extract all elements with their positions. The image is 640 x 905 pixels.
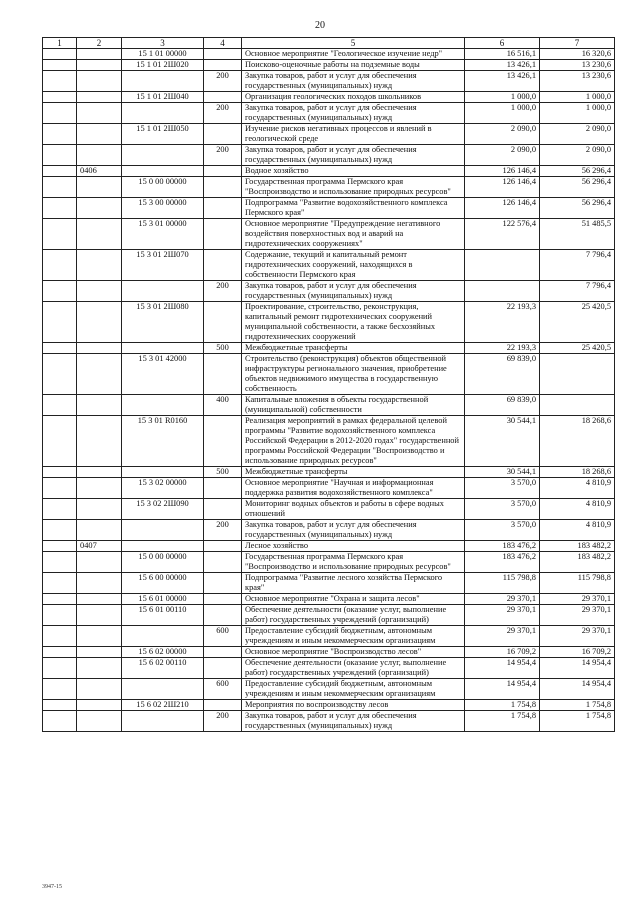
cell-section-code — [77, 302, 122, 343]
table-row — [43, 281, 615, 302]
cell-section-code — [77, 395, 122, 416]
document-code: 3947-15 — [42, 884, 62, 890]
cell-expense-type: 500 — [204, 343, 242, 354]
cell-description: Изучение рисков негативных процессов и явлений в геологической среде — [242, 124, 465, 145]
cell-amount-2: 4 810,9 — [540, 499, 615, 520]
cell-section-code — [77, 520, 122, 541]
cell-target-code: 15 1 01 2Ш050 — [122, 124, 204, 145]
cell-col1 — [43, 700, 77, 711]
cell-section-code — [77, 49, 122, 60]
cell-description: Мониторинг водных объектов и работы в сфере водных отношений — [242, 499, 465, 520]
cell-col1 — [43, 177, 77, 198]
cell-col1 — [43, 679, 77, 700]
cell-col1 — [43, 605, 77, 626]
table-row — [43, 166, 615, 177]
column-header-row — [43, 38, 615, 49]
cell-expense-type — [204, 541, 242, 552]
table-row — [43, 467, 615, 478]
column-header-1: 1 — [43, 38, 77, 49]
cell-expense-type: 200 — [204, 145, 242, 166]
cell-section-code — [77, 198, 122, 219]
table-row — [43, 49, 615, 60]
cell-description: Основное мероприятие "Предупреждение негативного воздействия поверхностных вод и аварий на гидротехнических сооружениях" — [242, 219, 465, 250]
cell-amount-2: 14 954,4 — [540, 658, 615, 679]
table-row — [43, 343, 615, 354]
cell-target-code: 15 6 01 00000 — [122, 594, 204, 605]
cell-col1 — [43, 467, 77, 478]
cell-target-code: 15 6 00 00000 — [122, 573, 204, 594]
cell-amount-1: 115 798,8 — [465, 573, 540, 594]
cell-amount-2: 25 420,5 — [540, 343, 615, 354]
cell-col1 — [43, 658, 77, 679]
cell-description: Основное мероприятие "Охрана и защита лесов" — [242, 594, 465, 605]
cell-amount-1: 29 370,1 — [465, 594, 540, 605]
cell-col1 — [43, 395, 77, 416]
table-body — [43, 49, 615, 732]
cell-expense-type — [204, 594, 242, 605]
cell-expense-type: 200 — [204, 71, 242, 92]
cell-target-code: 15 1 01 2Ш020 — [122, 60, 204, 71]
cell-expense-type — [204, 250, 242, 281]
cell-amount-2 — [540, 354, 615, 395]
cell-col1 — [43, 92, 77, 103]
column-header-6: 6 — [465, 38, 540, 49]
cell-description: Обеспечение деятельности (оказание услуг, выполнение работ) государственных учреждений (организаций) — [242, 658, 465, 679]
cell-section-code — [77, 124, 122, 145]
cell-amount-1: 3 570,0 — [465, 499, 540, 520]
cell-col1 — [43, 594, 77, 605]
cell-amount-1: 1 000,0 — [465, 92, 540, 103]
cell-col1 — [43, 626, 77, 647]
cell-section-code — [77, 177, 122, 198]
cell-expense-type — [204, 647, 242, 658]
cell-amount-1: 2 090,0 — [465, 145, 540, 166]
cell-amount-1: 2 090,0 — [465, 124, 540, 145]
cell-amount-2: 16 709,2 — [540, 647, 615, 658]
cell-target-code: 15 0 00 00000 — [122, 552, 204, 573]
column-header-3: 3 — [122, 38, 204, 49]
cell-amount-1: 16 709,2 — [465, 647, 540, 658]
cell-expense-type — [204, 49, 242, 60]
table-row — [43, 71, 615, 92]
cell-amount-1: 14 954,4 — [465, 679, 540, 700]
cell-description: Строительство (реконструкция) объектов общественной инфраструктуры регионального значения, приобретение объектов недвижимого имущества в государственную собственность — [242, 354, 465, 395]
table-row — [43, 552, 615, 573]
cell-col1 — [43, 145, 77, 166]
cell-description: Водное хозяйство — [242, 166, 465, 177]
cell-amount-1: 22 193,3 — [465, 302, 540, 343]
cell-col1 — [43, 103, 77, 124]
table-row — [43, 647, 615, 658]
table-row — [43, 219, 615, 250]
cell-amount-2: 7 796,4 — [540, 281, 615, 302]
cell-description: Мероприятия по воспроизводству лесов — [242, 700, 465, 711]
cell-amount-2: 56 296,4 — [540, 177, 615, 198]
cell-section-code — [77, 145, 122, 166]
cell-amount-1: 3 570,0 — [465, 478, 540, 499]
cell-section-code — [77, 594, 122, 605]
cell-target-code: 15 3 01 00000 — [122, 219, 204, 250]
cell-expense-type — [204, 700, 242, 711]
cell-expense-type — [204, 605, 242, 626]
cell-description: Межбюджетные трансферты — [242, 343, 465, 354]
cell-amount-2: 29 370,1 — [540, 594, 615, 605]
cell-description: Межбюджетные трансферты — [242, 467, 465, 478]
cell-target-code — [122, 679, 204, 700]
cell-expense-type — [204, 166, 242, 177]
cell-target-code: 15 0 00 00000 — [122, 177, 204, 198]
cell-col1 — [43, 302, 77, 343]
cell-target-code: 15 1 01 00000 — [122, 49, 204, 60]
column-header-2: 2 — [77, 38, 122, 49]
cell-amount-1: 1 000,0 — [465, 103, 540, 124]
table-row — [43, 145, 615, 166]
cell-amount-1: 3 570,0 — [465, 520, 540, 541]
cell-expense-type — [204, 198, 242, 219]
cell-section-code — [77, 647, 122, 658]
column-header-7: 7 — [540, 38, 615, 49]
cell-amount-1: 30 544,1 — [465, 467, 540, 478]
table-row — [43, 573, 615, 594]
cell-target-code — [122, 343, 204, 354]
table-row — [43, 354, 615, 395]
table-row — [43, 711, 615, 732]
cell-target-code: 15 6 02 2Ш210 — [122, 700, 204, 711]
table-row — [43, 92, 615, 103]
cell-col1 — [43, 250, 77, 281]
cell-expense-type — [204, 124, 242, 145]
column-header-5: 5 — [242, 38, 465, 49]
table-row — [43, 520, 615, 541]
cell-amount-2: 56 296,4 — [540, 166, 615, 177]
cell-amount-1: 29 370,1 — [465, 605, 540, 626]
cell-section-code — [77, 478, 122, 499]
cell-target-code — [122, 467, 204, 478]
cell-description: Государственная программа Пермского края "Воспроизводство и использование природных ресурсов" — [242, 177, 465, 198]
cell-section-code: 0407 — [77, 541, 122, 552]
cell-amount-1: 29 370,1 — [465, 626, 540, 647]
cell-expense-type — [204, 552, 242, 573]
cell-expense-type — [204, 92, 242, 103]
cell-description: Закупка товаров, работ и услуг для обеспечения государственных (муниципальных) нужд — [242, 145, 465, 166]
cell-col1 — [43, 281, 77, 302]
cell-target-code: 15 3 02 00000 — [122, 478, 204, 499]
cell-description: Обеспечение деятельности (оказание услуг, выполнение работ) государственных учреждений (организаций) — [242, 605, 465, 626]
cell-amount-1 — [465, 250, 540, 281]
cell-amount-1: 22 193,3 — [465, 343, 540, 354]
cell-amount-1: 126 146,4 — [465, 198, 540, 219]
cell-target-code: 15 6 02 00110 — [122, 658, 204, 679]
cell-expense-type — [204, 416, 242, 467]
table-row — [43, 499, 615, 520]
cell-description: Реализация мероприятий в рамках федеральной целевой программы "Развитие водохозяйственного комплекса Российской Федерации в 2012-2020 годах" государственной программы Российской Федерации "Воспроизводство и использование природных ресурсов" — [242, 416, 465, 467]
cell-amount-1: 126 146,4 — [465, 177, 540, 198]
cell-section-code — [77, 552, 122, 573]
cell-col1 — [43, 343, 77, 354]
cell-col1 — [43, 60, 77, 71]
cell-section-code — [77, 103, 122, 124]
table-row — [43, 478, 615, 499]
table-row — [43, 679, 615, 700]
table-row — [43, 198, 615, 219]
table-row — [43, 250, 615, 281]
cell-section-code — [77, 416, 122, 467]
cell-section-code — [77, 92, 122, 103]
cell-section-code — [77, 573, 122, 594]
cell-amount-2: 13 230,6 — [540, 60, 615, 71]
cell-expense-type: 200 — [204, 711, 242, 732]
cell-amount-1: 1 754,8 — [465, 711, 540, 732]
cell-amount-2: 2 090,0 — [540, 124, 615, 145]
cell-section-code — [77, 343, 122, 354]
cell-amount-2: 183 482,2 — [540, 552, 615, 573]
cell-expense-type: 200 — [204, 520, 242, 541]
cell-target-code — [122, 145, 204, 166]
cell-amount-1: 69 839,0 — [465, 354, 540, 395]
cell-target-code: 15 3 02 2Ш090 — [122, 499, 204, 520]
cell-target-code: 15 1 01 2Ш040 — [122, 92, 204, 103]
cell-amount-1: 30 544,1 — [465, 416, 540, 467]
cell-col1 — [43, 416, 77, 467]
cell-amount-2: 1 000,0 — [540, 103, 615, 124]
cell-expense-type — [204, 354, 242, 395]
cell-section-code — [77, 605, 122, 626]
cell-expense-type — [204, 177, 242, 198]
table-row — [43, 658, 615, 679]
budget-table — [42, 37, 615, 732]
cell-col1 — [43, 49, 77, 60]
cell-expense-type: 400 — [204, 395, 242, 416]
cell-section-code — [77, 467, 122, 478]
cell-amount-1: 13 426,1 — [465, 71, 540, 92]
cell-description: Капитальные вложения в объекты государственной (муниципальной) собственности — [242, 395, 465, 416]
cell-target-code: 15 3 01 R0160 — [122, 416, 204, 467]
cell-col1 — [43, 520, 77, 541]
cell-col1 — [43, 647, 77, 658]
cell-description: Закупка товаров, работ и услуг для обеспечения государственных (муниципальных) нужд — [242, 71, 465, 92]
cell-description: Закупка товаров, работ и услуг для обеспечения государственных (муниципальных) нужд — [242, 711, 465, 732]
cell-description: Основное мероприятие "Воспроизводство лесов" — [242, 647, 465, 658]
cell-amount-1: 183 476,2 — [465, 541, 540, 552]
cell-amount-2: 115 798,8 — [540, 573, 615, 594]
cell-amount-2: 13 230,6 — [540, 71, 615, 92]
table-row — [43, 594, 615, 605]
cell-description: Подпрограмма "Развитие лесного хозяйства Пермского края" — [242, 573, 465, 594]
cell-amount-1: 1 754,8 — [465, 700, 540, 711]
cell-expense-type — [204, 302, 242, 343]
cell-expense-type — [204, 573, 242, 594]
cell-col1 — [43, 573, 77, 594]
cell-amount-2: 1 000,0 — [540, 92, 615, 103]
cell-expense-type — [204, 499, 242, 520]
cell-amount-2: 51 485,5 — [540, 219, 615, 250]
cell-description: Проектирование, строительство, реконструкция, капитальный ремонт гидротехнических сооружений муниципальной собственности, а также бесхозяйных гидротехнических сооружений — [242, 302, 465, 343]
table-row — [43, 626, 615, 647]
cell-amount-2: 1 754,8 — [540, 711, 615, 732]
cell-amount-1: 126 146,4 — [465, 166, 540, 177]
cell-amount-2: 25 420,5 — [540, 302, 615, 343]
cell-target-code — [122, 626, 204, 647]
cell-section-code — [77, 679, 122, 700]
cell-target-code — [122, 281, 204, 302]
cell-section-code — [77, 281, 122, 302]
cell-description: Лесное хозяйство — [242, 541, 465, 552]
cell-target-code — [122, 103, 204, 124]
table-row — [43, 60, 615, 71]
cell-col1 — [43, 552, 77, 573]
cell-section-code — [77, 60, 122, 71]
cell-description: Подпрограмма "Развитие водохозяйственного комплекса Пермского края" — [242, 198, 465, 219]
cell-description: Предоставление субсидий бюджетным, автономным учреждениям и иным некоммерческим организациям — [242, 626, 465, 647]
cell-amount-1: 183 476,2 — [465, 552, 540, 573]
cell-section-code — [77, 71, 122, 92]
cell-description: Государственная программа Пермского края "Воспроизводство и использование природных ресурсов" — [242, 552, 465, 573]
cell-section-code — [77, 499, 122, 520]
cell-section-code — [77, 219, 122, 250]
cell-target-code: 15 3 01 2Ш070 — [122, 250, 204, 281]
cell-col1 — [43, 198, 77, 219]
cell-amount-2: 1 754,8 — [540, 700, 615, 711]
cell-col1 — [43, 499, 77, 520]
cell-section-code — [77, 250, 122, 281]
cell-amount-2: 29 370,1 — [540, 626, 615, 647]
cell-target-code — [122, 166, 204, 177]
cell-amount-2: 183 482,2 — [540, 541, 615, 552]
cell-target-code: 15 3 01 42000 — [122, 354, 204, 395]
cell-amount-1: 122 576,4 — [465, 219, 540, 250]
cell-amount-2: 7 796,4 — [540, 250, 615, 281]
cell-expense-type: 200 — [204, 281, 242, 302]
cell-expense-type: 200 — [204, 103, 242, 124]
cell-target-code — [122, 541, 204, 552]
table-row — [43, 700, 615, 711]
cell-description: Закупка товаров, работ и услуг для обеспечения государственных (муниципальных) нужд — [242, 520, 465, 541]
cell-amount-2: 18 268,6 — [540, 416, 615, 467]
table-row — [43, 177, 615, 198]
cell-amount-2: 56 296,4 — [540, 198, 615, 219]
cell-section-code — [77, 711, 122, 732]
column-header-4: 4 — [204, 38, 242, 49]
cell-col1 — [43, 711, 77, 732]
cell-target-code: 15 3 01 2Ш080 — [122, 302, 204, 343]
cell-amount-2: 14 954,4 — [540, 679, 615, 700]
cell-amount-2: 16 320,6 — [540, 49, 615, 60]
cell-expense-type — [204, 219, 242, 250]
cell-col1 — [43, 124, 77, 145]
table-row — [43, 605, 615, 626]
table-row — [43, 395, 615, 416]
cell-target-code: 15 3 00 00000 — [122, 198, 204, 219]
cell-description: Закупка товаров, работ и услуг для обеспечения государственных (муниципальных) нужд — [242, 281, 465, 302]
cell-description: Основное мероприятие "Геологическое изучение недр" — [242, 49, 465, 60]
cell-section-code — [77, 626, 122, 647]
cell-description: Организация геологических походов школьников — [242, 92, 465, 103]
cell-col1 — [43, 541, 77, 552]
cell-amount-1: 69 839,0 — [465, 395, 540, 416]
cell-section-code: 0406 — [77, 166, 122, 177]
cell-amount-1: 14 954,4 — [465, 658, 540, 679]
cell-amount-2: 4 810,9 — [540, 520, 615, 541]
cell-expense-type: 500 — [204, 467, 242, 478]
cell-expense-type — [204, 478, 242, 499]
cell-description: Содержание, текущий и капитальный ремонт гидротехнических сооружений, находящихся в собственности Пермского края — [242, 250, 465, 281]
table-row — [43, 302, 615, 343]
cell-amount-1: 16 516,1 — [465, 49, 540, 60]
cell-col1 — [43, 354, 77, 395]
cell-description: Предоставление субсидий бюджетным, автономным учреждениям и иным некоммерческим организациям — [242, 679, 465, 700]
cell-section-code — [77, 700, 122, 711]
table-row — [43, 416, 615, 467]
cell-amount-2: 2 090,0 — [540, 145, 615, 166]
cell-section-code — [77, 354, 122, 395]
cell-target-code — [122, 71, 204, 92]
cell-amount-2: 29 370,1 — [540, 605, 615, 626]
cell-amount-2: 4 810,9 — [540, 478, 615, 499]
cell-col1 — [43, 166, 77, 177]
cell-col1 — [43, 478, 77, 499]
cell-expense-type: 600 — [204, 626, 242, 647]
cell-target-code: 15 6 02 00000 — [122, 647, 204, 658]
cell-description: Поисково-оценочные работы на подземные воды — [242, 60, 465, 71]
table-row — [43, 541, 615, 552]
cell-amount-1 — [465, 281, 540, 302]
cell-description: Закупка товаров, работ и услуг для обеспечения государственных (муниципальных) нужд — [242, 103, 465, 124]
cell-amount-2: 18 268,6 — [540, 467, 615, 478]
table-row — [43, 124, 615, 145]
cell-description: Основное мероприятие "Научная и информационная поддержка развития водохозяйственного комплекса" — [242, 478, 465, 499]
cell-expense-type — [204, 658, 242, 679]
cell-expense-type: 600 — [204, 679, 242, 700]
cell-section-code — [77, 658, 122, 679]
cell-amount-2 — [540, 395, 615, 416]
cell-amount-1: 13 426,1 — [465, 60, 540, 71]
cell-target-code: 15 6 01 00110 — [122, 605, 204, 626]
cell-target-code — [122, 520, 204, 541]
page-number: 20 — [315, 20, 325, 31]
cell-target-code — [122, 395, 204, 416]
cell-expense-type — [204, 60, 242, 71]
cell-col1 — [43, 219, 77, 250]
table-row — [43, 103, 615, 124]
cell-target-code — [122, 711, 204, 732]
cell-col1 — [43, 71, 77, 92]
